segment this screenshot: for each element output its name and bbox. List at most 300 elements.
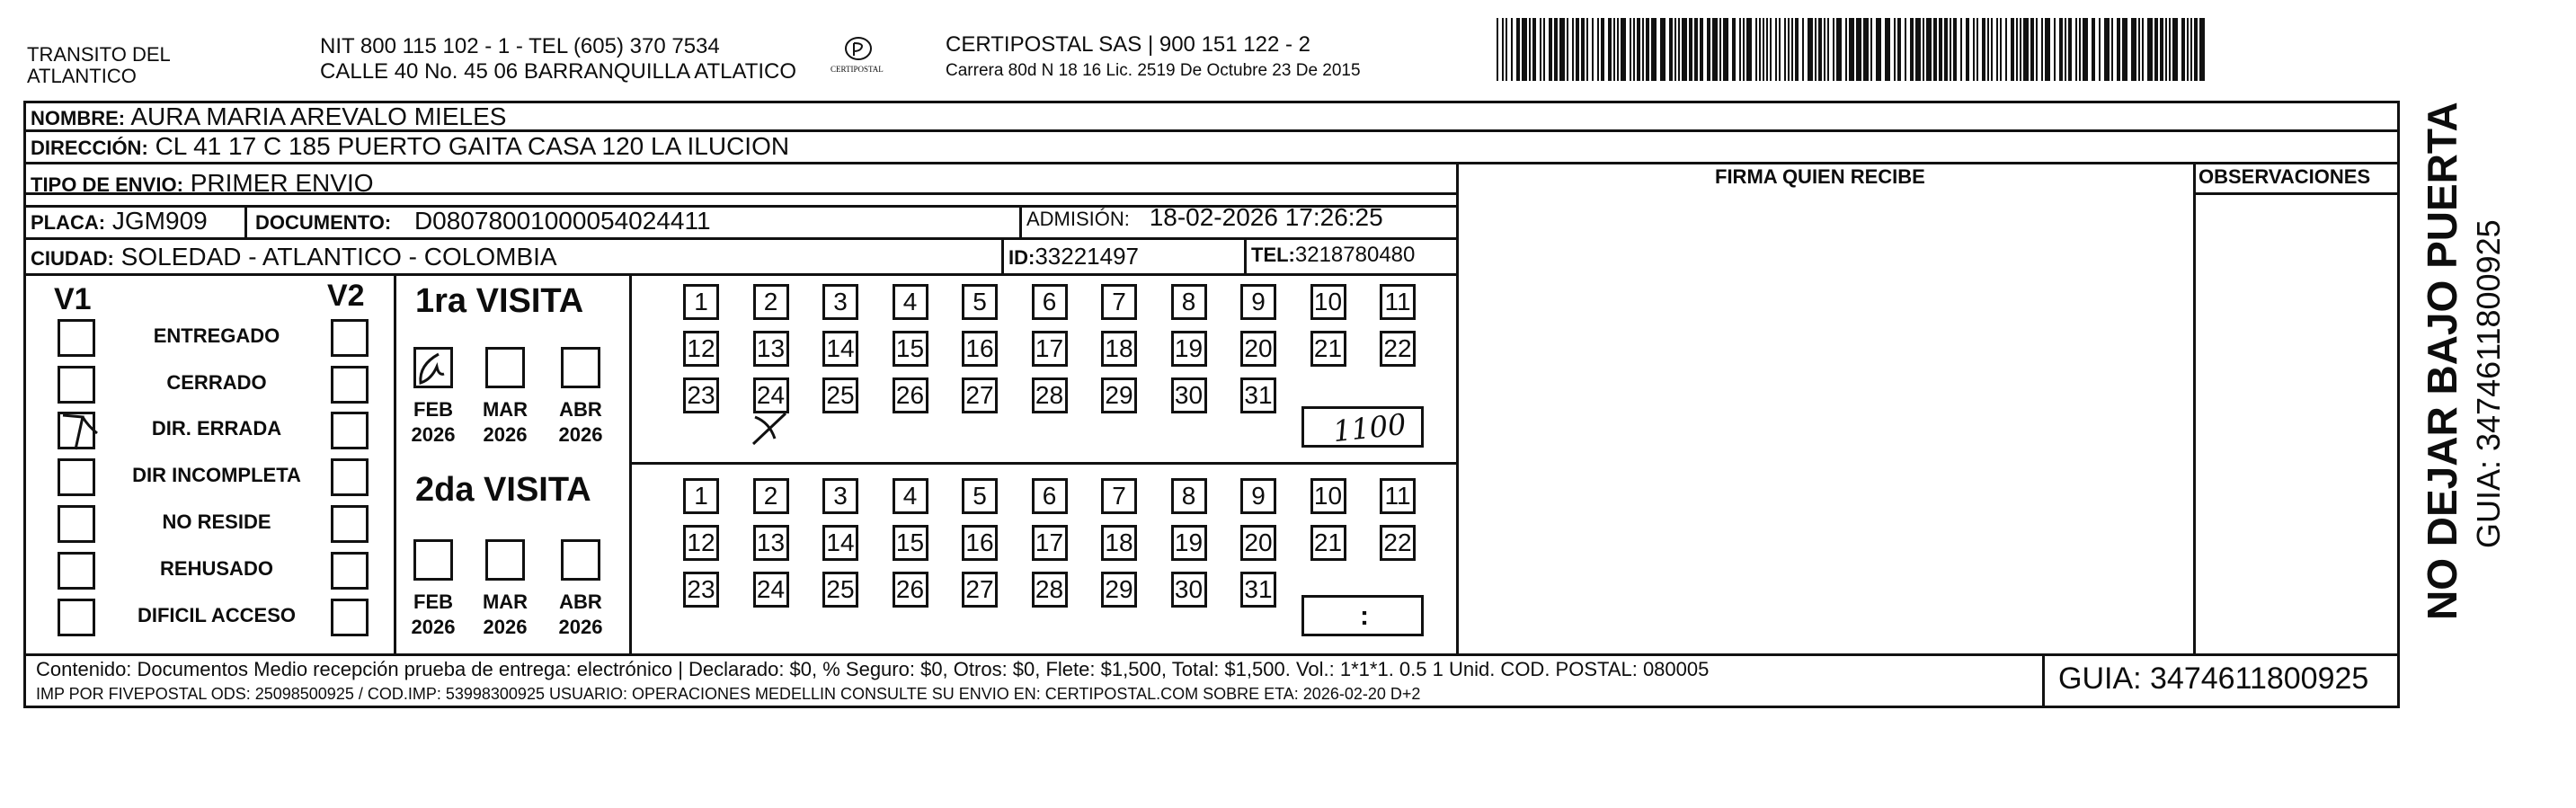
day-box[interactable]: 8	[1171, 478, 1207, 514]
barcode-bar	[2054, 18, 2056, 81]
day-box[interactable]: 6	[1032, 284, 1068, 320]
day-box[interactable]: 22	[1380, 331, 1416, 367]
col-divider	[1001, 237, 1004, 273]
barcode-bar	[1870, 18, 1872, 81]
nombre-label: NOMBRE:	[31, 107, 126, 129]
day-box[interactable]: 17	[1032, 331, 1068, 367]
nombre-row	[31, 102, 506, 131]
certipostal-logo	[827, 34, 890, 79]
tipo-value: PRIMER ENVIO	[190, 169, 374, 197]
barcode-bar	[2138, 18, 2140, 81]
barcode-bar	[1766, 18, 1768, 81]
day-box[interactable]: 24	[753, 572, 789, 608]
barcode-bar	[1549, 18, 1552, 81]
barcode-bar	[1689, 18, 1692, 81]
day-box[interactable]: 11	[1380, 478, 1416, 514]
visit1-day-cross-mark	[748, 408, 793, 449]
barcode-bar	[2005, 18, 2007, 81]
firma-header: FIRMA QUIEN RECIBE	[1715, 165, 1925, 188]
status-option-label: REHUSADO	[160, 557, 273, 580]
col-divider	[1456, 162, 1459, 654]
ciudad-cell	[31, 243, 557, 271]
month-year: 2026	[411, 616, 456, 638]
barcode-bar	[1905, 18, 1906, 81]
col-divider	[394, 273, 396, 654]
ciudad-value: SOLEDAD - ATLANTICO - COLOMBIA	[120, 243, 557, 271]
barcode-bar	[1973, 18, 1975, 81]
visit2-title: 2da VISITA	[415, 471, 591, 509]
status-option-label: DIR. ERRADA	[151, 417, 282, 440]
barcode-bar	[1723, 18, 1728, 81]
tipo-row	[31, 169, 374, 198]
barcode-bar	[1939, 18, 1942, 81]
barcode-bar	[1617, 18, 1619, 81]
col-divider	[2193, 162, 2196, 654]
day-box[interactable]: 27	[962, 377, 998, 413]
barcode-bar	[2147, 18, 2153, 81]
col-divider	[629, 273, 632, 654]
documento-label: DOCUMENTO:	[255, 211, 392, 234]
v2-checkbox[interactable]	[331, 552, 369, 590]
barcode-bar	[2059, 18, 2063, 81]
barcode-bar	[2131, 18, 2136, 81]
id-cell	[1008, 243, 1139, 271]
barcode-bar	[1775, 18, 1777, 81]
barcode-bar	[1739, 18, 1741, 81]
barcode-bar	[2154, 18, 2158, 81]
barcode-bar	[1833, 18, 1834, 81]
col-divider	[1244, 237, 1247, 273]
barcode-bar	[2030, 18, 2034, 81]
barcode-bar	[1827, 18, 1829, 81]
day-box[interactable]: 17	[1032, 525, 1068, 561]
day-box[interactable]: 9	[1240, 478, 1276, 514]
barcode-bar	[1856, 18, 1861, 81]
barcode-bar	[2117, 18, 2120, 81]
barcode-bar	[1784, 18, 1786, 81]
ciudad-label: CIUDAD:	[31, 247, 114, 270]
guia-footer: GUIA: 3474611800925	[2058, 661, 2369, 696]
barcode-bar	[1511, 18, 1513, 81]
v1-checkbox[interactable]	[58, 366, 95, 404]
tel-label: TEL:	[1251, 244, 1295, 266]
barcode-bar	[1950, 18, 1951, 81]
day-box[interactable]: 5	[962, 284, 998, 320]
month-label	[554, 397, 608, 448]
barcode-bar	[2194, 18, 2198, 81]
month-checkbox[interactable]	[485, 539, 525, 581]
barcode-bar	[1953, 18, 1957, 81]
day-box[interactable]: 15	[893, 331, 928, 367]
barcode-bar	[1592, 18, 1594, 81]
tipo-label: TIPO DE ENVIO:	[31, 173, 183, 196]
barcode-bar	[1763, 18, 1764, 81]
barcode-bar	[1795, 18, 1799, 81]
day-box[interactable]: 10	[1310, 284, 1346, 320]
side-guia: GUIA: 3474611800925	[2470, 219, 2507, 548]
id-value: 33221497	[1035, 243, 1140, 270]
day-box[interactable]: 1	[683, 284, 719, 320]
v1-checkbox[interactable]	[58, 505, 95, 543]
visit1-month-check-mark	[412, 347, 457, 392]
barcode-bar	[1933, 18, 1937, 81]
barcode-bar	[1885, 18, 1890, 81]
row-divider	[23, 273, 1458, 276]
barcode-bar	[1522, 18, 1527, 81]
barcode-bar	[1824, 18, 1825, 81]
visit1-time-box	[1301, 406, 1424, 448]
barcode-bar	[1581, 18, 1585, 81]
month-year: 2026	[558, 423, 603, 446]
barcode-bar	[1910, 18, 1914, 81]
barcode-bar	[2142, 18, 2144, 81]
direccion-row	[31, 132, 789, 161]
barcode-bar	[1976, 18, 1978, 81]
company-line: CERTIPOSTAL SAS | 900 151 122 - 2	[946, 32, 1310, 57]
barcode-bar	[1516, 18, 1520, 81]
barcode-bar	[1651, 18, 1657, 81]
month-name: ABR	[559, 398, 602, 421]
documento-cell	[255, 207, 711, 235]
admision-value: 18-02-2026 17:26:25	[1149, 203, 1383, 231]
col-divider	[244, 205, 247, 238]
day-box[interactable]: 4	[893, 284, 928, 320]
day-box[interactable]: 6	[1032, 478, 1068, 514]
month-name: FEB	[413, 398, 453, 421]
month-label	[478, 397, 532, 448]
barcode-bar	[1987, 18, 1989, 81]
barcode-bar	[1897, 18, 1901, 81]
barcode-bar	[1996, 18, 1998, 81]
day-box[interactable]: 3	[822, 478, 858, 514]
day-box[interactable]: 9	[1240, 284, 1276, 320]
placa-cell	[31, 207, 208, 235]
month-label	[478, 590, 532, 640]
day-box[interactable]: 14	[822, 525, 858, 561]
month-name: FEB	[413, 590, 453, 613]
barcode-bar	[1660, 18, 1666, 81]
no-dejar-bajo-puerta: NO DEJAR BAJO PUERTA	[2419, 102, 2465, 620]
day-box[interactable]: 28	[1032, 377, 1068, 413]
barcode-bar	[2065, 18, 2066, 81]
barcode-bar	[2169, 18, 2171, 81]
barcode-bar	[2122, 18, 2127, 81]
day-box[interactable]: 25	[822, 377, 858, 413]
month-year: 2026	[483, 423, 528, 446]
v2-checkbox[interactable]	[331, 366, 369, 404]
row-divider	[2193, 192, 2400, 195]
day-box[interactable]: 20	[1240, 331, 1276, 367]
barcode-bar	[1572, 18, 1574, 81]
tel-value: 3218780480	[1294, 243, 1416, 267]
barcode-bar	[2068, 18, 2072, 81]
barcode-bar	[1621, 18, 1626, 81]
barcode-bar	[2165, 18, 2167, 81]
barcode-bar	[2190, 18, 2192, 81]
barcode-bar	[2172, 18, 2178, 81]
barcode-bar	[1788, 18, 1790, 81]
documento-value: D08078001000054024411	[413, 207, 711, 235]
month-checkbox[interactable]	[561, 539, 600, 581]
tel-cell	[1251, 243, 1415, 268]
barcode-bar	[1966, 18, 1969, 81]
barcode-bar	[1712, 18, 1718, 81]
barcode-bar	[1700, 18, 1703, 81]
barcode-bar	[1633, 18, 1635, 81]
imp-line: IMP POR FIVEPOSTAL ODS: 25098500925 / COD.IMP: 53998300925 USUARIO: OPERACIONES MEDELLIN CONSULTE SU ENVIO EN: CERTIPOSTAL.COM SOBRE ETA: 2026-02-20 D+2	[36, 685, 1421, 703]
barcode-bar	[1540, 18, 1541, 81]
barcode-bar	[2104, 18, 2110, 81]
month-name: ABR	[559, 590, 602, 613]
status-option-label: DIFICIL ACCESO	[137, 604, 296, 626]
contenido-line: Contenido: Documentos Medio recepción prueba de entrega: electrónico | Declarado: $0, % Seguro: $0, Otros: $0, Flete: $1,500, Total: $1,500. Vol.: 1*1*1. 0.5 1 Unid. COD. POSTAL: 080005	[36, 658, 1710, 680]
barcode-bar	[1601, 18, 1604, 81]
admision-label: ADMISIÓN:	[1026, 208, 1130, 230]
nombre-value: AURA MARIA AREVALO MIELES	[130, 102, 507, 130]
barcode-bar	[2011, 18, 2014, 81]
day-box[interactable]: 2	[753, 284, 789, 320]
barcode-bar	[1543, 18, 1545, 81]
month-label	[406, 397, 460, 448]
status-option-label: DIR INCOMPLETA	[132, 464, 301, 486]
day-box[interactable]: 31	[1240, 572, 1276, 608]
barcode-bar	[2023, 18, 2029, 81]
day-box[interactable]: 20	[1240, 525, 1276, 561]
v2-checkbox[interactable]	[331, 599, 369, 636]
barcode-bar	[2181, 18, 2185, 81]
nit-line: NIT 800 115 102 - 1 - TEL (605) 370 7534	[320, 34, 720, 58]
day-box[interactable]: 22	[1380, 525, 1416, 561]
barcode-bar	[1808, 18, 1813, 81]
barcode-bar	[2111, 18, 2113, 81]
barcode-bar	[2041, 18, 2043, 81]
v1-label: V1	[54, 282, 92, 316]
month-checkbox[interactable]	[561, 347, 600, 388]
status-option-label: NO RESIDE	[162, 511, 271, 533]
month-year: 2026	[411, 423, 456, 446]
barcode-bar	[1567, 18, 1568, 81]
day-box[interactable]: 1	[683, 478, 719, 514]
barcode-bar	[1674, 18, 1676, 81]
barcode-bar	[1576, 18, 1579, 81]
row-divider	[629, 462, 1458, 465]
day-box[interactable]: 21	[1310, 331, 1346, 367]
day-box[interactable]: 30	[1171, 572, 1207, 608]
license-line: Carrera 80d N 18 16 Lic. 2519 De Octubre 23 De 2015	[946, 61, 1361, 80]
day-box[interactable]: 2	[753, 478, 789, 514]
barcode-bar	[1497, 18, 1498, 81]
month-label	[406, 590, 460, 640]
day-box[interactable]: 25	[822, 572, 858, 608]
month-year: 2026	[483, 616, 528, 638]
day-box[interactable]: 28	[1032, 572, 1068, 608]
barcode-bar	[1759, 18, 1761, 81]
direccion-value: CL 41 17 C 185 PUERTO GAITA CASA 120 LA ILUCION	[155, 132, 790, 160]
barcode	[1497, 18, 2216, 81]
day-box[interactable]: 16	[962, 331, 998, 367]
month-name: MAR	[482, 590, 529, 613]
barcode-bar	[1849, 18, 1854, 81]
month-checkbox[interactable]	[413, 539, 453, 581]
v2-label: V2	[327, 279, 365, 313]
barcode-bar	[2160, 18, 2163, 81]
barcode-bar	[2016, 18, 2018, 81]
barcode-bar	[2187, 18, 2189, 81]
barcode-bar	[1991, 18, 1993, 81]
barcode-bar	[2000, 18, 2002, 81]
barcode-bar	[2092, 18, 2095, 81]
barcode-bar	[1678, 18, 1680, 81]
day-box[interactable]: 29	[1101, 377, 1137, 413]
day-box[interactable]: 10	[1310, 478, 1346, 514]
day-box[interactable]: 18	[1101, 525, 1137, 561]
day-box[interactable]: 15	[893, 525, 928, 561]
v1-checkbox[interactable]	[58, 458, 95, 496]
barcode-bar	[2045, 18, 2050, 81]
barcode-bar	[1682, 18, 1687, 81]
barcode-bar	[1960, 18, 1962, 81]
barcode-bar	[1532, 18, 1536, 81]
visit1-title: 1ra VISITA	[415, 282, 584, 320]
v2-checkbox[interactable]	[331, 505, 369, 543]
day-box[interactable]: 26	[893, 377, 928, 413]
barcode-bar	[1836, 18, 1842, 81]
day-box[interactable]: 3	[822, 284, 858, 320]
day-box[interactable]: 27	[962, 572, 998, 608]
agency-name-line2: ATLANTICO	[27, 65, 137, 87]
day-box[interactable]: 5	[962, 478, 998, 514]
barcode-bar	[1694, 18, 1698, 81]
barcode-bar	[1743, 18, 1745, 81]
barcode-bar	[1791, 18, 1793, 81]
v2-checkbox[interactable]	[331, 319, 369, 357]
barcode-bar	[1732, 18, 1736, 81]
barcode-bar	[1559, 18, 1565, 81]
barcode-bar	[1502, 18, 1504, 81]
barcode-bar	[1554, 18, 1558, 81]
barcode-bar	[1506, 18, 1507, 81]
barcode-bar	[1597, 18, 1599, 81]
day-box[interactable]: 31	[1240, 377, 1276, 413]
day-box[interactable]: 29	[1101, 572, 1137, 608]
day-box[interactable]: 19	[1171, 525, 1207, 561]
day-box[interactable]: 30	[1171, 377, 1207, 413]
visit2-time-box	[1301, 595, 1424, 636]
barcode-bar	[1669, 18, 1673, 81]
barcode-bar	[1923, 18, 1924, 81]
barcode-bar	[1863, 18, 1869, 81]
day-box[interactable]: 21	[1310, 525, 1346, 561]
day-box[interactable]: 13	[753, 331, 789, 367]
barcode-bar	[2099, 18, 2101, 81]
barcode-bar	[1779, 18, 1781, 81]
direccion-label: DIRECCIÓN:	[31, 137, 148, 159]
day-box[interactable]: 23	[683, 572, 719, 608]
day-box[interactable]: 4	[893, 478, 928, 514]
barcode-bar	[1608, 18, 1612, 81]
barcode-bar	[2083, 18, 2088, 81]
visit1-time: 1100	[1331, 406, 1408, 449]
barcode-bar	[1915, 18, 1921, 81]
day-box[interactable]: 7	[1101, 284, 1137, 320]
barcode-bar	[1646, 18, 1649, 81]
barcode-bar	[1642, 18, 1644, 81]
barcode-bar	[1845, 18, 1847, 81]
barcode-bar	[1770, 18, 1772, 81]
barcode-bar	[1746, 18, 1752, 81]
barcode-bar	[1894, 18, 1896, 81]
day-box[interactable]: 19	[1171, 331, 1207, 367]
barcode-bar	[2020, 18, 2021, 81]
month-name: MAR	[482, 398, 529, 421]
v1-checkbox[interactable]	[58, 552, 95, 590]
barcode-bar	[1755, 18, 1757, 81]
barcode-bar	[1707, 18, 1710, 81]
day-box[interactable]: 11	[1380, 284, 1416, 320]
day-box[interactable]: 16	[962, 525, 998, 561]
barcode-bar	[1818, 18, 1822, 81]
v1-checkbox[interactable]	[58, 599, 95, 636]
barcode-bar	[2079, 18, 2081, 81]
month-label	[554, 590, 608, 640]
col-divider	[1019, 205, 1022, 238]
row-divider	[23, 237, 1458, 240]
admision-cell	[1026, 203, 1383, 232]
day-box[interactable]: 13	[753, 525, 789, 561]
id-label: ID:	[1008, 246, 1035, 269]
day-box[interactable]: 23	[683, 377, 719, 413]
v1-checkbox[interactable]	[58, 319, 95, 357]
month-checkbox[interactable]	[485, 347, 525, 388]
day-box[interactable]: 18	[1101, 331, 1137, 367]
row-divider	[23, 162, 2400, 164]
barcode-bar	[1815, 18, 1817, 81]
barcode-bar	[1630, 18, 1631, 81]
v1-handwritten-mark	[56, 410, 110, 455]
barcode-bar	[1926, 18, 1932, 81]
barcode-bar	[1529, 18, 1531, 81]
agency-name-line1: TRANSITO DEL	[27, 43, 171, 66]
barcode-bar	[1876, 18, 1881, 81]
month-year: 2026	[558, 616, 603, 638]
day-box[interactable]: 8	[1171, 284, 1207, 320]
day-box[interactable]: 12	[683, 331, 719, 367]
status-option-label: ENTREGADO	[153, 324, 280, 347]
day-box[interactable]: 14	[822, 331, 858, 367]
day-box[interactable]: 12	[683, 525, 719, 561]
barcode-bar	[2075, 18, 2077, 81]
status-option-label: CERRADO	[166, 371, 267, 394]
day-box[interactable]: 24	[753, 377, 789, 413]
placa-value: JGM909	[111, 207, 208, 235]
day-box[interactable]: 7	[1101, 478, 1137, 514]
barcode-bar	[1586, 18, 1588, 81]
observaciones-header: OBSERVACIONES	[2198, 165, 2371, 188]
barcode-bar	[2199, 18, 2205, 81]
visit2-time: :	[1360, 601, 1369, 631]
v2-checkbox[interactable]	[331, 458, 369, 496]
logo-text: CERTIPOSTAL	[831, 65, 884, 74]
v2-checkbox[interactable]	[331, 412, 369, 449]
barcode-bar	[1944, 18, 1948, 81]
barcode-bar	[1719, 18, 1721, 81]
barcode-bar	[1613, 18, 1615, 81]
barcode-bar	[2036, 18, 2038, 81]
barcode-bar	[1802, 18, 1804, 81]
barcode-bar	[1982, 18, 1985, 81]
day-box[interactable]: 26	[893, 572, 928, 608]
barcode-bar	[1637, 18, 1640, 81]
